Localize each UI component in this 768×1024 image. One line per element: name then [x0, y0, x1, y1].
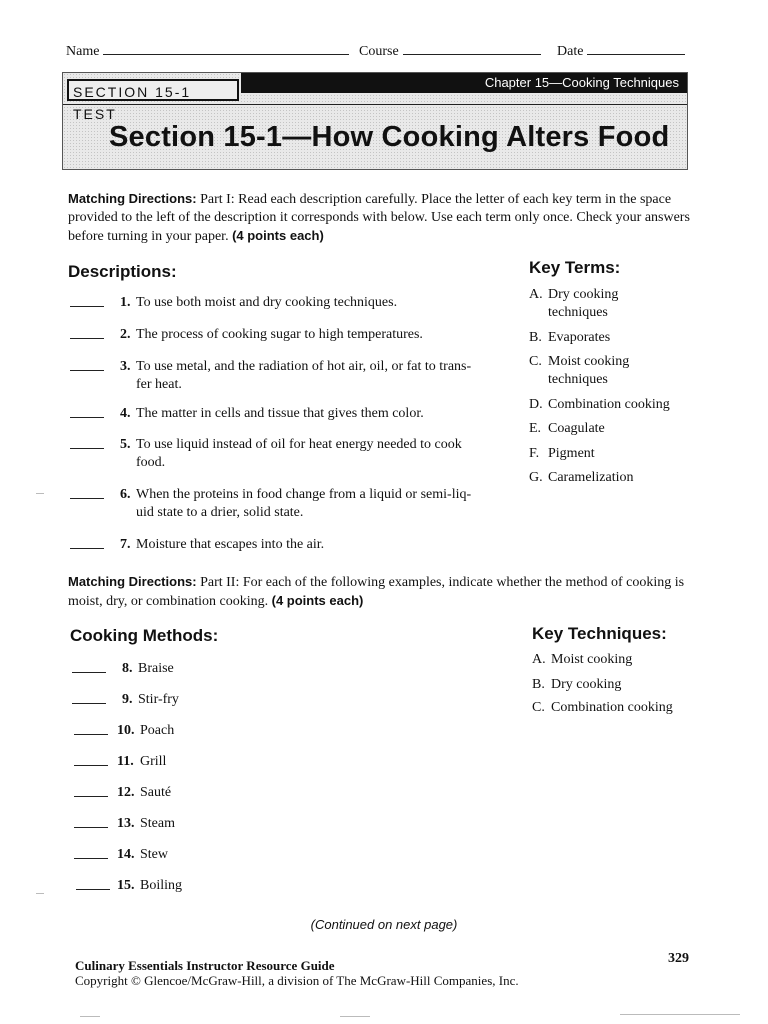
item-text: To use both moist and dry cooking techniques.: [136, 295, 398, 310]
item-text: To use metal, and the radiation of hot air, oil, or fat to trans-: [136, 359, 472, 374]
key-term-letter: G.: [529, 470, 543, 485]
item-text: Moisture that escapes into the air.: [136, 537, 325, 552]
key-term-text: Evaporates: [548, 330, 611, 345]
answer-blank[interactable]: [70, 338, 104, 339]
key-term-letter: C.: [529, 354, 542, 369]
item-text: Stir-fry: [138, 692, 179, 707]
answer-blank[interactable]: [70, 417, 104, 418]
key-technique-letter: C.: [532, 700, 545, 715]
key-term-text: Caramelization: [548, 470, 634, 485]
item-text: Grill: [140, 754, 167, 769]
name-label: Name: [66, 44, 100, 59]
item-text: Sauté: [140, 785, 172, 800]
continued-note: (Continued on next page): [310, 917, 458, 932]
course-field[interactable]: [359, 42, 541, 60]
answer-blank[interactable]: [72, 672, 106, 673]
key-term-letter: B.: [529, 330, 542, 345]
item-text-continued: food.: [136, 455, 166, 470]
part1-directions-text: Part I: Read each description carefully. Place the letter of each key term in the space provided to the left of the description it corresponds with below. Use each term only once. Check your answers before turning in your paper.: [68, 192, 690, 244]
date-field[interactable]: [557, 42, 685, 60]
section-test-label: SECTION 15-1 TEST: [67, 79, 239, 101]
chapter-bar: Chapter 15—Cooking Techniques: [241, 73, 687, 93]
descriptions-heading: Descriptions:: [68, 262, 177, 281]
item-text: Boiling: [140, 878, 183, 893]
key-term-text: Moist cooking: [548, 354, 630, 369]
banner-divider: [63, 104, 687, 105]
item-text: Braise: [138, 661, 174, 676]
item-number: 13.: [117, 816, 135, 831]
answer-blank[interactable]: [70, 370, 104, 371]
footer-copyright: Copyright © Glencoe/McGraw-Hill, a division of The McGraw-Hill Companies, Inc.: [75, 973, 519, 988]
key-technique-letter: B.: [532, 677, 545, 692]
key-term-letter: F.: [529, 446, 540, 461]
scan-mark: [36, 893, 44, 894]
item-text: The matter in cells and tissue that gives them color.: [136, 406, 424, 421]
item-number: 6.: [120, 487, 131, 502]
key-technique-text: Dry cooking: [551, 677, 622, 692]
item-text: Stew: [140, 847, 168, 862]
date-label: Date: [557, 44, 584, 59]
name-field[interactable]: [66, 42, 349, 60]
key-term-text-continued: techniques: [548, 372, 608, 387]
cooking-methods-heading: Cooking Methods:: [70, 626, 219, 645]
key-techniques-heading: Key Techniques:: [532, 624, 667, 643]
item-number: 9.: [122, 692, 133, 707]
key-term-text: Dry cooking: [548, 287, 619, 302]
item-text: When the proteins in food change from a liquid or semi-liq-: [136, 487, 472, 502]
key-term-text: Coagulate: [548, 421, 605, 436]
key-technique-text: Moist cooking: [551, 652, 633, 667]
part2-directions: [68, 573, 700, 611]
page-number: 329: [668, 951, 689, 966]
item-number: 11.: [117, 754, 134, 769]
page-title: Section 15-1—How Cooking Alters Food: [109, 121, 670, 153]
part2-points: (4 points each): [271, 593, 364, 608]
part1-directions-label: Matching Directions:: [68, 191, 197, 206]
item-number: 2.: [120, 327, 131, 342]
answer-blank[interactable]: [74, 858, 108, 859]
item-number: 3.: [120, 359, 131, 374]
date-line[interactable]: [587, 42, 685, 55]
answer-blank[interactable]: [70, 548, 104, 549]
key-term-text: Pigment: [548, 446, 595, 461]
item-number: 7.: [120, 537, 131, 552]
item-number: 10.: [117, 723, 135, 738]
scan-mark: [80, 1016, 100, 1017]
item-text: Poach: [140, 723, 175, 738]
key-term-text-continued: techniques: [548, 305, 608, 320]
item-number: 8.: [122, 661, 133, 676]
answer-blank[interactable]: [70, 448, 104, 449]
scan-mark: [620, 1014, 740, 1015]
answer-blank[interactable]: [74, 765, 108, 766]
item-number: 1.: [120, 295, 131, 310]
key-term-letter: A.: [529, 287, 543, 302]
item-number: 12.: [117, 785, 135, 800]
key-term-letter: D.: [529, 397, 543, 412]
key-technique-letter: A.: [532, 652, 546, 667]
part2-directions-label: Matching Directions:: [68, 574, 197, 589]
part1-directions: [68, 190, 700, 246]
scan-mark: [36, 493, 44, 494]
answer-blank[interactable]: [74, 796, 108, 797]
name-line[interactable]: [103, 42, 349, 55]
answer-blank[interactable]: [76, 889, 110, 890]
answer-blank[interactable]: [74, 827, 108, 828]
item-text-continued: fer heat.: [136, 377, 182, 392]
item-number: 14.: [117, 847, 135, 862]
key-term-text: Combination cooking: [548, 397, 670, 412]
item-text: To use liquid instead of oil for heat energy needed to cook: [136, 437, 462, 452]
item-number: 4.: [120, 406, 131, 421]
item-text-continued: uid state to a drier, solid state.: [136, 505, 304, 520]
item-number: 5.: [120, 437, 131, 452]
footer-guide-title: Culinary Essentials Instructor Resource Guide: [75, 958, 335, 973]
key-term-letter: E.: [529, 421, 542, 436]
answer-blank[interactable]: [70, 498, 104, 499]
course-label: Course: [359, 44, 399, 59]
title-banner: [62, 72, 688, 170]
item-number: 15.: [117, 878, 135, 893]
answer-blank[interactable]: [72, 703, 106, 704]
scan-mark: [340, 1016, 370, 1017]
key-technique-text: Combination cooking: [551, 700, 673, 715]
item-text: Steam: [140, 816, 175, 831]
part2-directions-text: Part II: For each of the following examples, indicate whether the method of cooking is moist, dry, or combination cooking.: [68, 575, 685, 609]
part1-points: (4 points each): [232, 228, 324, 243]
answer-blank[interactable]: [74, 734, 108, 735]
answer-blank[interactable]: [70, 306, 104, 307]
item-text: The process of cooking sugar to high temperatures.: [136, 327, 423, 342]
key-terms-heading: Key Terms:: [529, 258, 621, 277]
course-line[interactable]: [403, 42, 541, 55]
